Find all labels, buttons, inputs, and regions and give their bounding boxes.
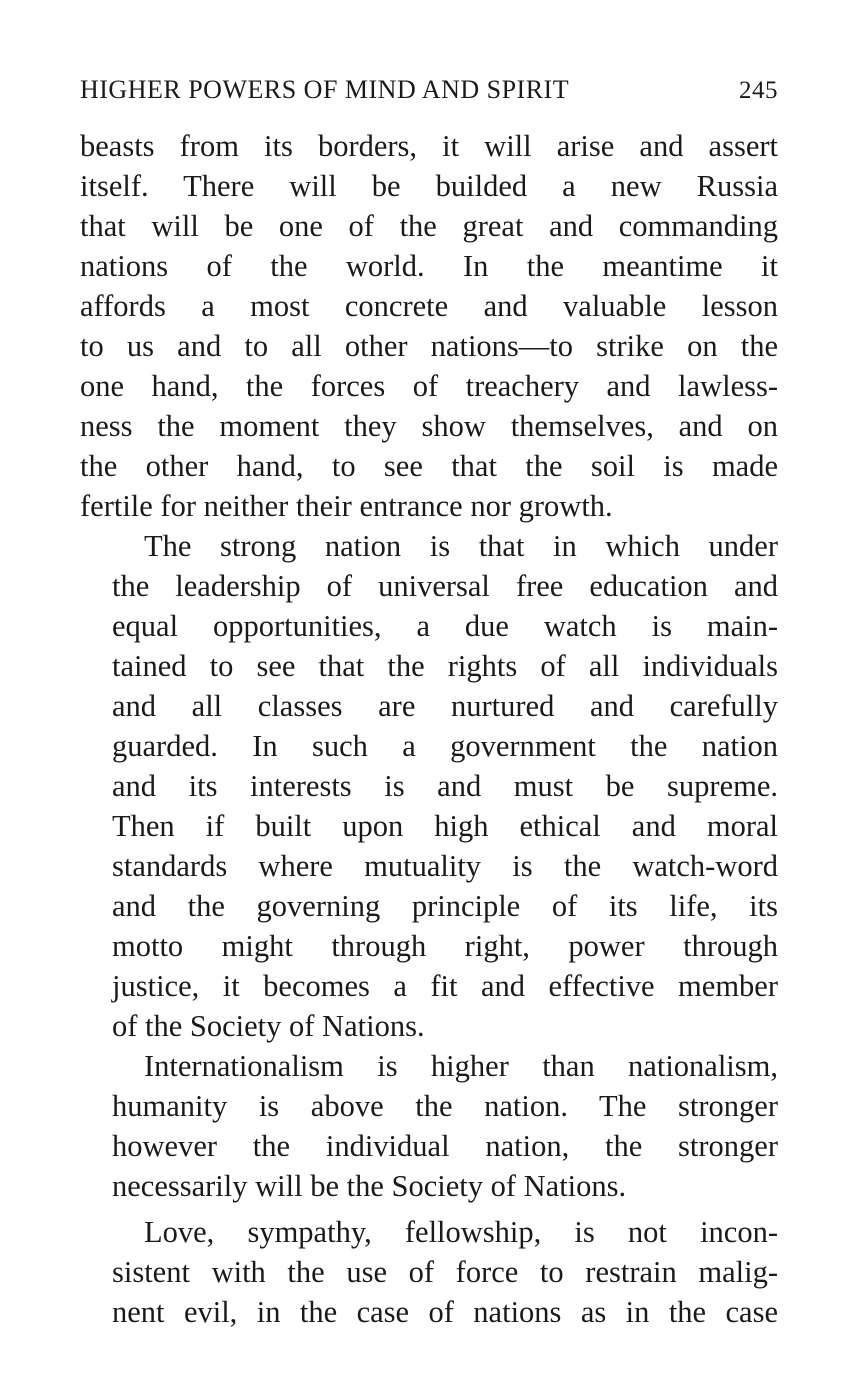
text-line: sistent with the use of force to restrain malig-: [112, 1255, 778, 1289]
text-line: the leadership of universal free education and: [112, 569, 778, 603]
text-line: tained to see that the rights of all individuals: [112, 649, 778, 683]
text-line: and its interests is and must be supreme.: [112, 769, 778, 803]
page-number: 245: [739, 77, 778, 104]
paragraph-1: [80, 126, 778, 526]
running-header: [80, 70, 778, 110]
paragraph-2: [80, 526, 778, 1046]
text-line: however the individual nation, the stronger: [112, 1129, 778, 1163]
text-line: to us and to all other nations—to strike on the: [80, 329, 778, 363]
text-line: justice, it becomes a fit and effective member: [112, 969, 778, 1003]
text-line: standards where mutuality is the watch-word: [112, 849, 778, 883]
paragraph-4: [80, 1212, 778, 1332]
text-line: The strong nation is that in which under: [144, 529, 778, 563]
text-line: that will be one of the great and commanding: [80, 209, 778, 243]
text-line: nent evil, in the case of nations as in the case: [112, 1295, 778, 1329]
text-line: humanity is above the nation. The stronger: [112, 1089, 778, 1123]
text-line: Then if built upon high ethical and moral: [112, 809, 778, 843]
text-line: affords a most concrete and valuable lesson: [80, 289, 778, 323]
text-line: necessarily will be the Society of Nations.: [112, 1169, 627, 1203]
text-line: Internationalism is higher than nationalism,: [144, 1049, 778, 1083]
running-title: HIGHER POWERS OF MIND AND SPIRIT: [80, 75, 570, 104]
text-line: fertile for neither their entrance nor growth.: [80, 489, 613, 523]
text-line: and all classes are nurtured and carefully: [112, 689, 778, 723]
text-line: itself. There will be builded a new Russia: [80, 169, 778, 203]
paragraph-3: [80, 1046, 778, 1206]
text-line: Love, sympathy, fellowship, is not incon-: [144, 1215, 778, 1249]
text-line: ness the moment they show themselves, and on: [80, 409, 778, 443]
text-line: equal opportunities, a due watch is main-: [112, 609, 778, 643]
text-line: and the governing principle of its life, its: [112, 889, 778, 923]
body-text: [80, 126, 778, 1332]
text-line: guarded. In such a government the nation: [112, 729, 778, 763]
text-line: the other hand, to see that the soil is made: [80, 449, 778, 483]
text-line: motto might through right, power through: [112, 929, 778, 963]
text-line: nations of the world. In the meantime it: [80, 249, 778, 283]
text-line: one hand, the forces of treachery and lawless-: [80, 369, 778, 403]
book-page: [80, 70, 778, 1332]
text-line: beasts from its borders, it will arise and assert: [80, 129, 778, 163]
text-line: of the Society of Nations.: [112, 1009, 425, 1043]
